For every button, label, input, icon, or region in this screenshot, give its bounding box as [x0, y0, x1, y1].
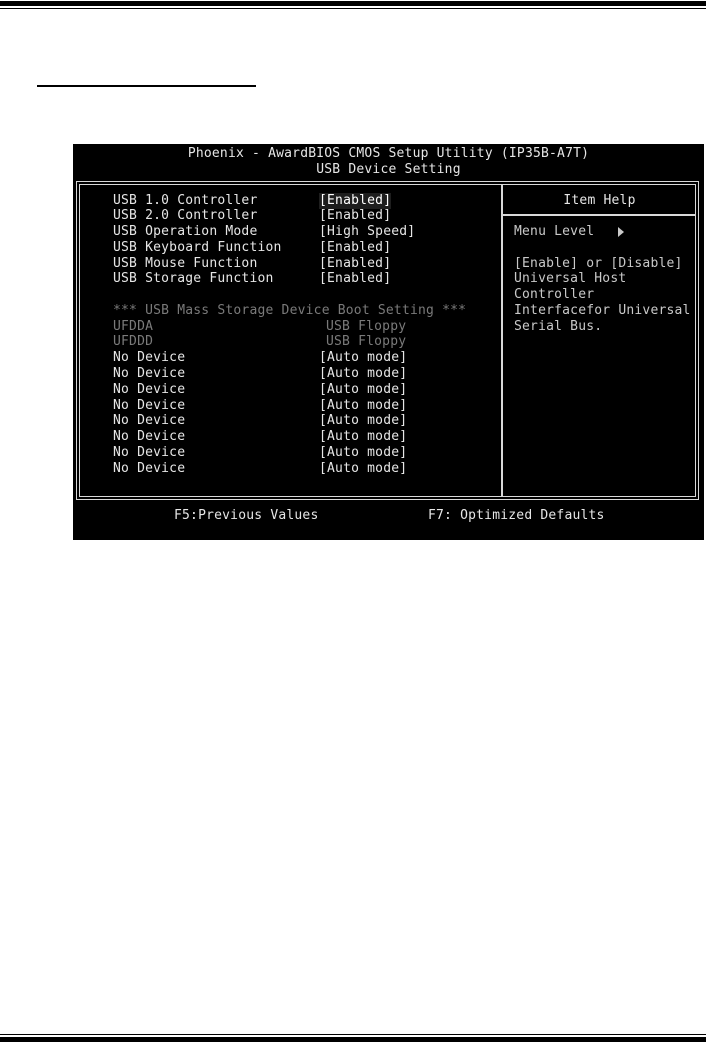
device-row-value[interactable]: [Auto mode]: [319, 429, 408, 444]
device-row-label: No Device: [113, 398, 186, 413]
mass-storage-ufddd-value: USB Floppy: [326, 334, 407, 349]
footer-previous-values: F5:Previous Values: [174, 508, 319, 523]
device-row-value[interactable]: [Auto mode]: [319, 461, 408, 476]
help-panel-divider: [501, 184, 503, 497]
help-text-line: Serial Bus.: [514, 319, 603, 334]
help-text-line: Interfacefor Universal: [514, 303, 691, 318]
setting-usb20-controller-label: USB 2.0 Controller: [113, 208, 258, 223]
device-row-label: No Device: [113, 445, 186, 460]
mass-storage-section-header: *** USB Mass Storage Device Boot Setting ***: [113, 303, 467, 318]
page-bottom-rule: [0, 1037, 706, 1042]
setting-usb-operation-mode-value[interactable]: [High Speed]: [319, 224, 416, 239]
help-text-line: Controller: [514, 287, 595, 302]
setting-usb-mouse-value[interactable]: [Enabled]: [319, 256, 392, 271]
mass-storage-ufdda-value: USB Floppy: [326, 319, 407, 334]
bios-screen: [73, 144, 704, 540]
setting-usb-keyboard-label: USB Keyboard Function: [113, 240, 282, 255]
help-text-line: [Enable] or [Disable]: [514, 256, 683, 271]
section-heading-underline: [37, 85, 256, 87]
setting-usb10-controller-value[interactable]: [Enabled]: [319, 193, 392, 208]
page-top-rule-thin: [0, 8, 706, 9]
device-row-label: No Device: [113, 461, 186, 476]
mass-storage-ufddd-label: UFDDD: [113, 334, 154, 349]
menu-level-label: Menu Level: [514, 224, 595, 239]
setting-usb-mouse-label: USB Mouse Function: [113, 256, 258, 271]
device-row-label: No Device: [113, 413, 186, 428]
setting-usb10-controller-label: USB 1.0 Controller: [113, 193, 258, 208]
device-row-label: No Device: [113, 382, 186, 397]
device-row-value[interactable]: [Auto mode]: [319, 445, 408, 460]
device-row-value[interactable]: [Auto mode]: [319, 398, 408, 413]
device-row-label: No Device: [113, 366, 186, 381]
help-text-line: Universal Host: [514, 271, 627, 286]
footer-optimized-defaults: F7: Optimized Defaults: [428, 508, 605, 523]
item-help-title: Item Help: [563, 193, 636, 208]
setting-usb-keyboard-value[interactable]: [Enabled]: [319, 240, 392, 255]
mass-storage-ufdda-label: UFDDA: [113, 319, 154, 334]
page-bottom-rule-thin: [0, 1034, 706, 1035]
device-row-label: No Device: [113, 350, 186, 365]
device-row-value[interactable]: [Auto mode]: [319, 366, 408, 381]
device-row-value[interactable]: [Auto mode]: [319, 382, 408, 397]
page-top-rule: [0, 1, 706, 6]
device-row-value[interactable]: [Auto mode]: [319, 350, 408, 365]
setting-usb20-controller-value[interactable]: [Enabled]: [319, 208, 392, 223]
setting-usb-storage-value[interactable]: [Enabled]: [319, 271, 392, 286]
device-row-value[interactable]: [Auto mode]: [319, 413, 408, 428]
bios-title: Phoenix - AwardBIOS CMOS Setup Utility (IP35B-A7T): [187, 146, 590, 161]
bios-subtitle: USB Device Setting: [316, 162, 461, 177]
device-row-label: No Device: [113, 429, 186, 444]
setting-usb-storage-label: USB Storage Function: [113, 271, 274, 286]
help-title-divider: [503, 214, 696, 216]
menu-level-arrow-icon: [618, 227, 624, 237]
setting-usb-operation-mode-label: USB Operation Mode: [113, 224, 258, 239]
